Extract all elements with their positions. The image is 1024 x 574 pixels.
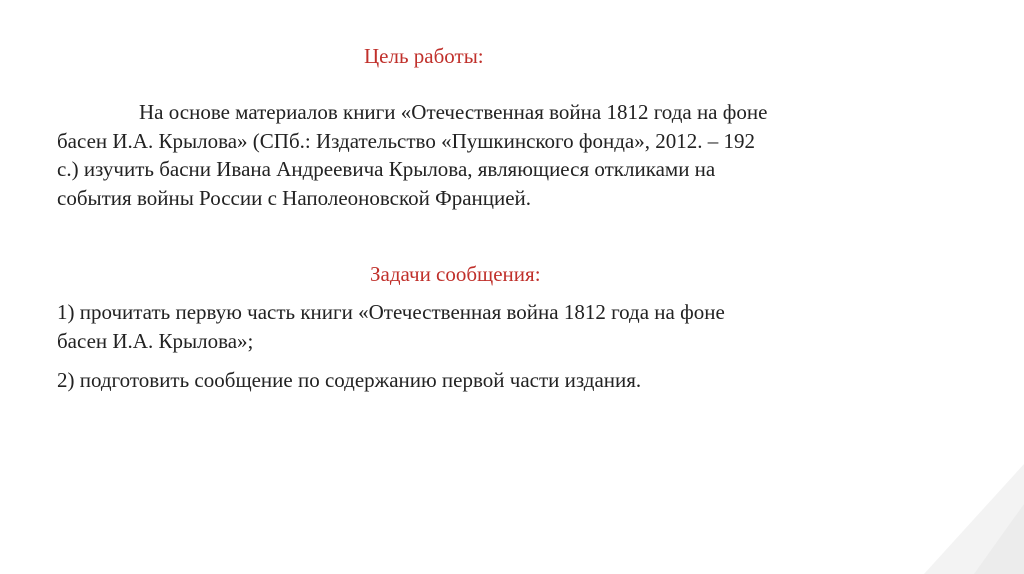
goal-line: события войны России с Наполеоновской Францией. [57,185,532,210]
task-line: 2) подготовить сообщение по содержанию первой части издания. [57,368,642,392]
task-item-2 [57,366,937,395]
goal-line: с.) изучить басни Ивана Андреевича Крылова, являющиеся откликами на [57,157,716,181]
task-item-1 [57,298,937,355]
task-line: басен И.А. Крылова»; [57,328,254,353]
task-line: 1) прочитать первую часть книги «Отечественная война 1812 года на фоне [57,300,725,324]
goal-line: басен И.А. Крылова» (СПб.: Издательство «Пушкинского фонда», 2012. – 192 [57,128,755,153]
tasks-heading: Задачи сообщения: [370,262,541,286]
goal-heading: Цель работы: [364,44,484,68]
goal-paragraph [57,98,937,212]
goal-line: На основе материалов книги «Отечественная война 1812 года на фоне [139,100,768,124]
corner-decoration [884,464,1024,574]
